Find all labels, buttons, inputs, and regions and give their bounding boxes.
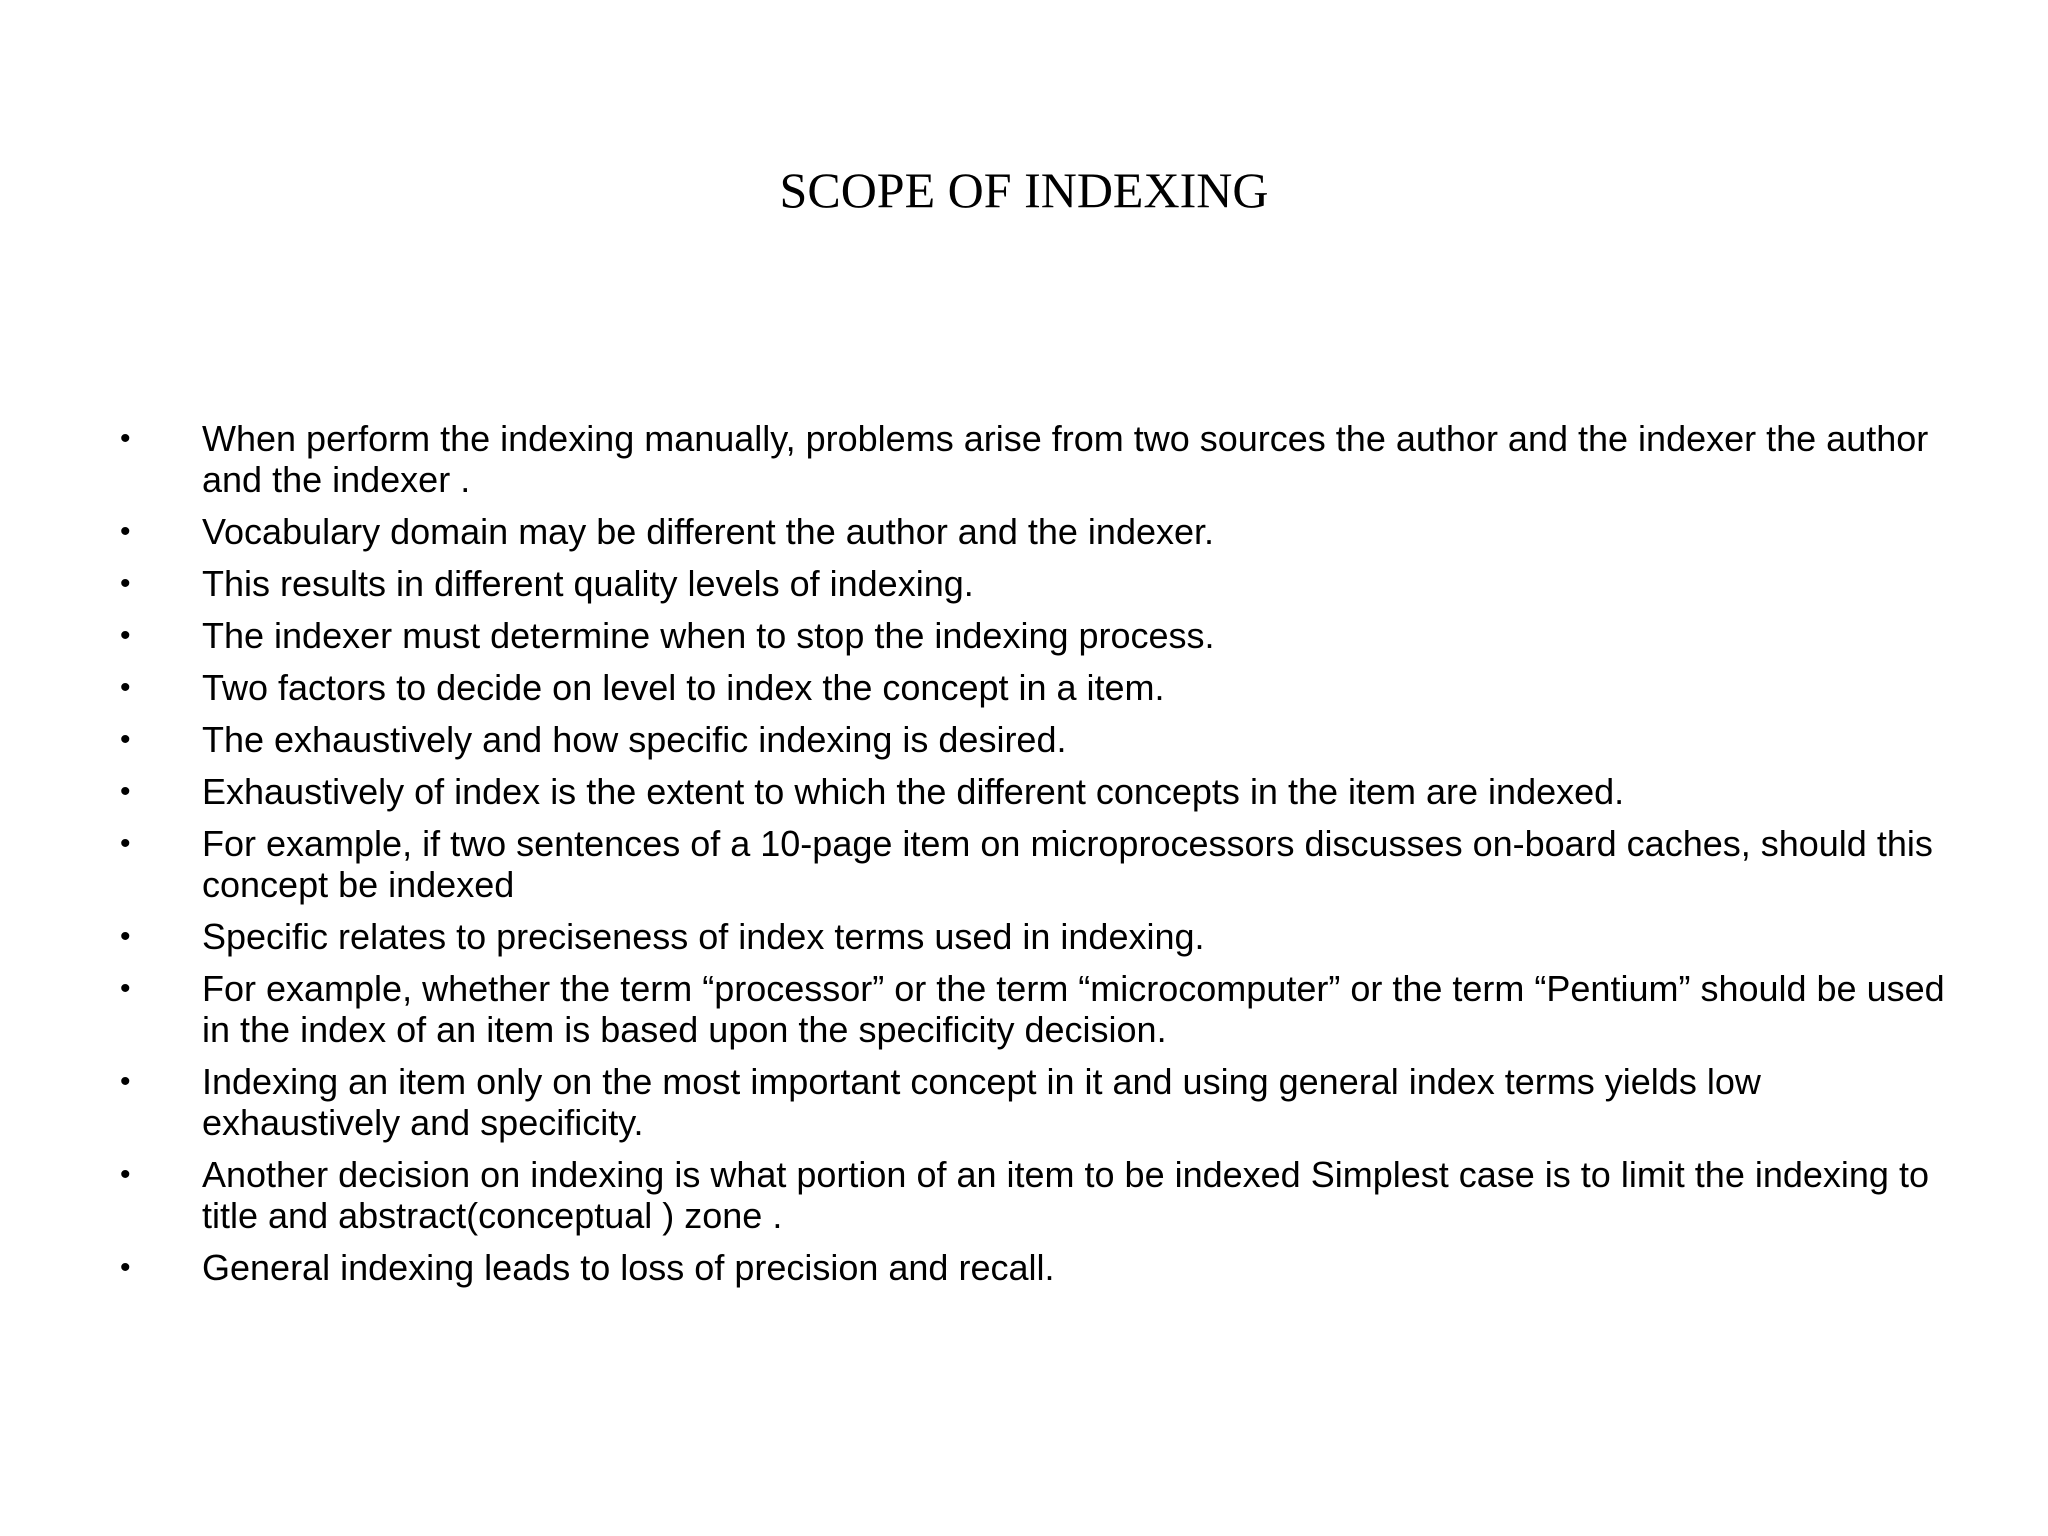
bullet-icon: •	[120, 775, 131, 808]
list-item	[120, 1247, 1950, 1288]
bullet-text: Specific relates to preciseness of index terms used in indexing.	[202, 916, 1205, 957]
bullet-icon: •	[120, 972, 131, 1005]
list-item	[120, 1154, 1950, 1236]
bullet-icon: •	[120, 422, 131, 455]
bullet-icon: •	[120, 1158, 131, 1191]
slide-title: SCOPE OF INDEXING	[779, 162, 1269, 218]
bullet-text: General indexing leads to loss of precision and recall.	[202, 1247, 1055, 1288]
bullet-icon: •	[120, 1065, 131, 1098]
bullet-icon: •	[120, 671, 131, 704]
bullet-text: Exhaustively of index is the extent to which the different concepts in the item are indexed.	[202, 771, 1625, 812]
bullet-icon: •	[120, 1251, 131, 1284]
list-item	[120, 1061, 1950, 1143]
bullet-text: This results in different quality levels of indexing.	[202, 563, 974, 604]
bullet-icon: •	[120, 567, 131, 600]
list-item	[120, 667, 1950, 708]
bullet-text: The indexer must determine when to stop the indexing process.	[202, 615, 1215, 656]
list-item	[120, 968, 1950, 1050]
bullet-text: For example, if two sentences of a 10-page item on microprocessors discusses on-board caches, should this concept be indexed	[202, 823, 1933, 905]
bullet-text: Two factors to decide on level to index the concept in a item.	[202, 667, 1165, 708]
bullet-icon: •	[120, 619, 131, 652]
bullet-list	[120, 418, 1950, 1299]
bullet-text: For example, whether the term “processor” or the term “microcomputer” or the term “Pentium” should be used in the index of an item is based upon the specificity decision.	[202, 968, 1945, 1050]
bullet-text: When perform the indexing manually, problems arise from two sources the author and the indexer the author and the indexer .	[202, 418, 1929, 500]
list-item	[120, 615, 1950, 656]
list-item	[120, 823, 1950, 905]
list-item	[120, 563, 1950, 604]
bullet-icon: •	[120, 515, 131, 548]
bullet-icon: •	[120, 723, 131, 756]
list-item	[120, 511, 1950, 552]
bullet-text: Indexing an item only on the most important concept in it and using general index terms yields low exhaustively and specificity.	[202, 1061, 1761, 1143]
bullet-icon: •	[120, 920, 131, 953]
list-item	[120, 719, 1950, 760]
bullet-icon: •	[120, 827, 131, 860]
list-item	[120, 916, 1950, 957]
bullet-text: Vocabulary domain may be different the author and the indexer.	[202, 511, 1215, 552]
list-item	[120, 418, 1950, 500]
bullet-text: Another decision on indexing is what portion of an item to be indexed Simplest case is to limit the indexing to title and abstract(conceptual ) zone .	[202, 1154, 1929, 1236]
list-item	[120, 771, 1950, 812]
bullet-text: The exhaustively and how specific indexing is desired.	[202, 719, 1067, 760]
